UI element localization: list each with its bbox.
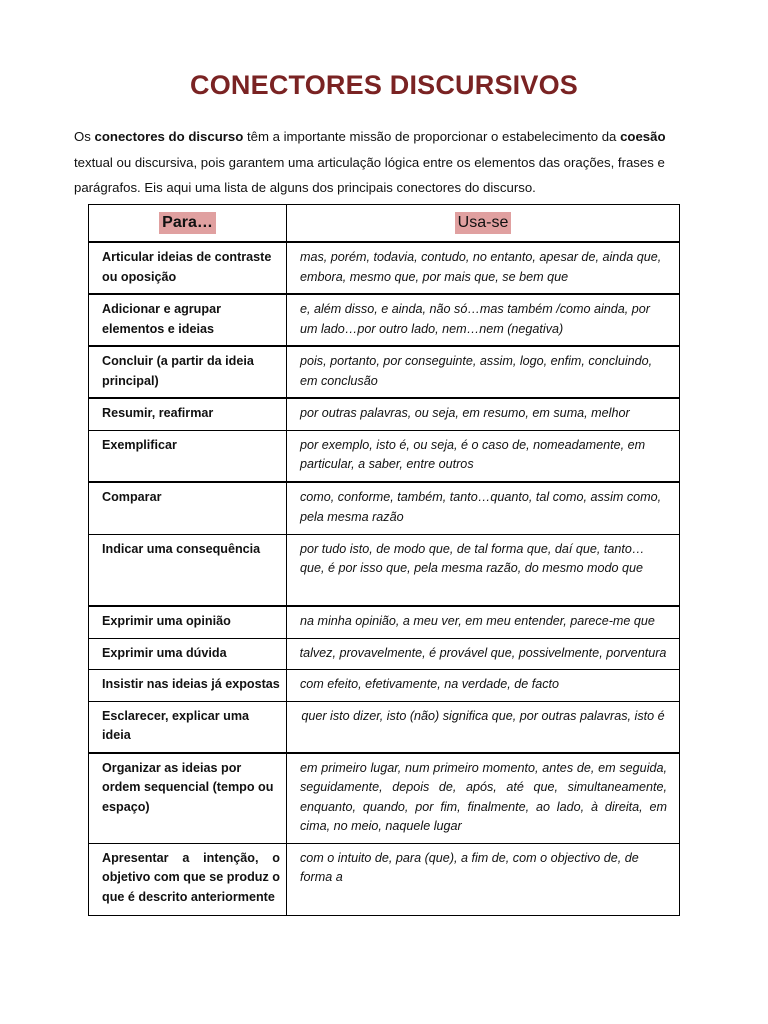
row-purpose: Exemplificar <box>89 430 287 482</box>
table-row <box>89 638 680 670</box>
intro-bold-2: coesão <box>620 129 666 144</box>
intro-paragraph <box>74 124 698 201</box>
table-row <box>89 606 680 638</box>
intro-text-1: Os <box>74 129 95 144</box>
connectors-table <box>88 204 680 916</box>
intro-bold-1: conectores do discurso <box>94 129 244 144</box>
table-row <box>89 753 680 844</box>
intro-text-3: textual ou discursiva, pois garantem uma articulação lógica entre os elementos das orações, frases e parágrafos. Eis aqui uma lista de alguns dos principais conectores do discurso. <box>74 154 665 195</box>
row-connectors: talvez, provavelmente, é provável que, possivelmente, porventura <box>287 638 680 670</box>
row-connectors: com efeito, efetivamente, na verdade, de facto <box>287 670 680 702</box>
row-purpose: Articular ideias de contraste ou oposição <box>89 242 287 294</box>
row-connectors: quer isto dizer, isto (não) significa que, por outras palavras, isto é <box>287 701 680 753</box>
intro-text-2: têm a importante missão de proporcionar o estabelecimento da <box>243 129 621 144</box>
row-purpose: Exprimir uma dúvida <box>89 638 287 670</box>
row-purpose: Resumir, reafirmar <box>89 398 287 430</box>
row-connectors: pois, portanto, por conseguinte, assim, logo, enfim, concluindo, em conclusão <box>287 346 680 398</box>
table-row <box>89 346 680 398</box>
document-title: CONECTORES DISCURSIVOS <box>190 70 578 100</box>
table-row <box>89 843 680 915</box>
header-usa: Usa-se <box>455 212 512 234</box>
header-cell-para <box>89 205 287 243</box>
row-connectors: e, além disso, e ainda, não só…mas também /como ainda, por um lado…por outro lado, nem…nem (negativa) <box>287 294 680 346</box>
row-connectors: com o intuito de, para (que), a fim de, com o objectivo de, de forma a <box>287 843 680 915</box>
table-row <box>89 701 680 753</box>
row-connectors: como, conforme, também, tanto…quanto, tal como, assim como, pela mesma razão <box>287 482 680 534</box>
row-purpose: Concluir (a partir da ideia principal) <box>89 346 287 398</box>
row-connectors: por tudo isto, de modo que, de tal forma que, daí que, tanto…que, é por isso que, pela mesma razão, do mesmo modo que <box>287 534 680 606</box>
row-purpose: Insistir nas ideias já expostas <box>89 670 287 702</box>
header-para: Para… <box>159 212 216 234</box>
table-header-row <box>89 205 680 243</box>
table-row <box>89 294 680 346</box>
table-row <box>89 534 680 606</box>
row-purpose: Organizar as ideias por ordem sequencial (tempo ou espaço) <box>89 753 287 844</box>
table-row <box>89 430 680 482</box>
row-connectors: em primeiro lugar, num primeiro momento, antes de, em seguida, seguidamente, depois de, após, até que, simultaneamente, enquanto, quando, por fim, finalmente, ao lado, à direita, em cima, no meio, naquele lugar <box>287 753 680 844</box>
row-purpose: Exprimir uma opinião <box>89 606 287 638</box>
row-purpose: Esclarecer, explicar uma ideia <box>89 701 287 753</box>
row-purpose: Adicionar e agrupar elementos e ideias <box>89 294 287 346</box>
row-purpose: Comparar <box>89 482 287 534</box>
row-connectors: por outras palavras, ou seja, em resumo, em suma, melhor <box>287 398 680 430</box>
row-connectors: mas, porém, todavia, contudo, no entanto, apesar de, ainda que, embora, mesmo que, por mais que, se bem que <box>287 242 680 294</box>
table-row <box>89 482 680 534</box>
row-purpose: Indicar uma consequência <box>89 534 287 606</box>
table-row <box>89 670 680 702</box>
header-cell-usa <box>287 205 680 243</box>
row-connectors: por exemplo, isto é, ou seja, é o caso de, nomeadamente, em particular, a saber, entre outros <box>287 430 680 482</box>
row-purpose: Apresentar a intenção, o objetivo com que se produz o que é descrito anteriormente <box>89 843 287 915</box>
table-row <box>89 398 680 430</box>
row-connectors: na minha opinião, a meu ver, em meu entender, parece-me que <box>287 606 680 638</box>
table-row <box>89 242 680 294</box>
